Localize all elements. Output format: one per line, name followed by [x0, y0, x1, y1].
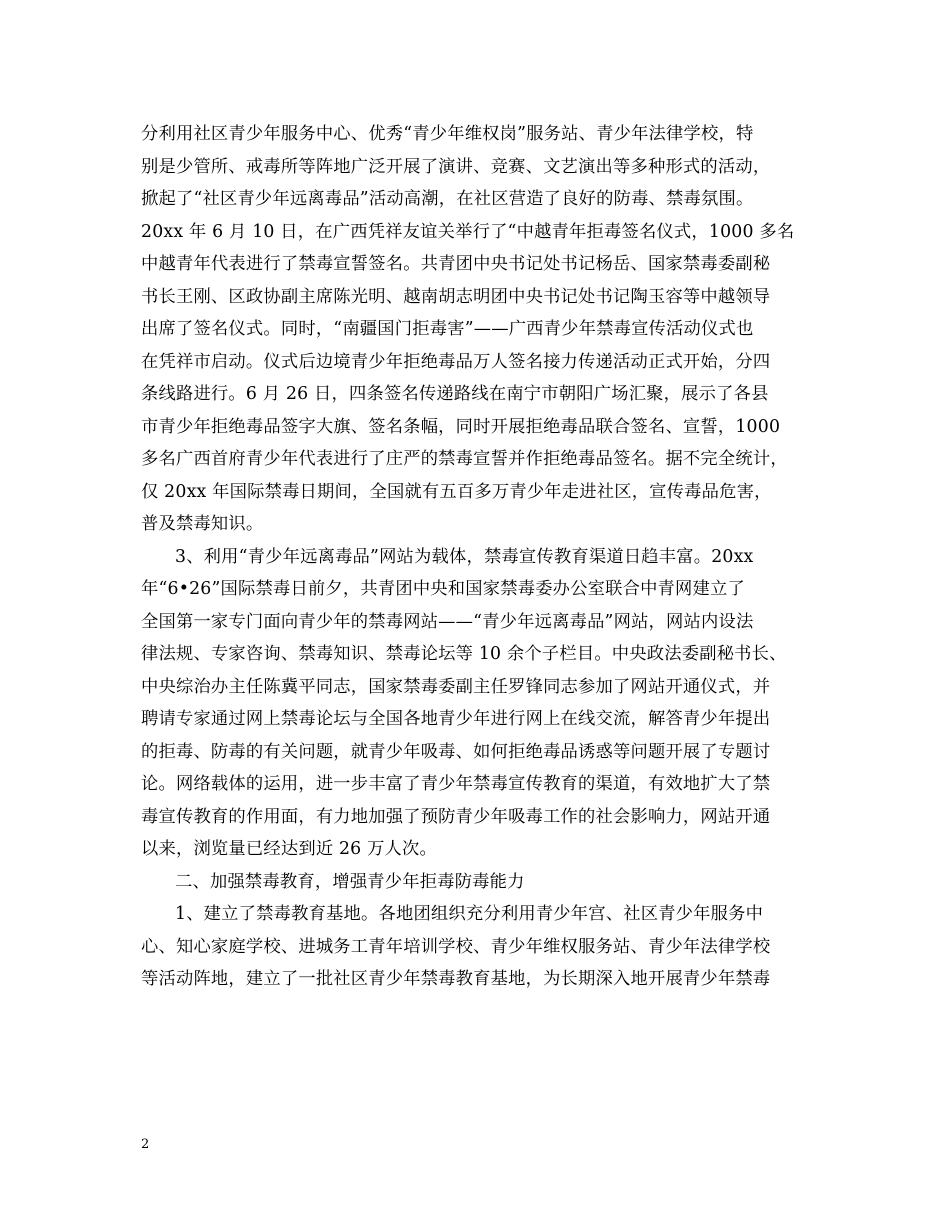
- text-line: 论。网络载体的运用，进一步丰富了青少年禁毒宣传教育的渠道，有效地扩大了禁: [141, 774, 771, 794]
- text-line: 的拒毒、防毒的有关问题，就青少年吸毒、如何拒绝毒品诱惑等问题开展了专题讨: [141, 741, 771, 762]
- text-line: 普及禁毒知识。: [141, 514, 264, 534]
- page-number: 2: [141, 1137, 150, 1152]
- text-line: 别是少管所、戒毒所等阵地广泛开展了演讲、竞赛、文艺演出等多种形式的活动，: [141, 156, 771, 177]
- text-line: 20xx 年 6 月 10 日，在广西凭祥友谊关举行了“中越青年拒毒签名仪式，1000 多名: [141, 221, 795, 242]
- text-line: 心、知心家庭学校、进城务工青年培训学校、青少年维权服务站、青少年法律学校: [141, 936, 771, 957]
- text-line: 掀起了“社区青少年远离毒品”活动高潮，在社区营造了良好的防毒、禁毒氛围。: [141, 189, 754, 209]
- text-line: 书长王刚、区政协副主席陈光明、越南胡志明团中央书记处书记陶玉容等中越领导: [141, 286, 771, 307]
- text-line: 全国第一家专门面向青少年的禁毒网站——“青少年远离毒品”网站，网站内设法: [141, 611, 754, 632]
- text-line: 多名广西首府青少年代表进行了庄严的禁毒宣誓并作拒绝毒品签名。据不完全统计，: [141, 449, 788, 469]
- text-line: 条线路进行。6 月 26 日，四条签名传递路线在南宁市朝阳广场汇聚，展示了各县: [141, 384, 769, 404]
- text-line: 1、建立了禁毒教育基地。各地团组织充分利用青少年宫、社区青少年服务中: [175, 904, 764, 924]
- text-line: 中越青年代表进行了禁毒宣誓签名。共青团中央书记处书记杨岳、国家禁毒委副秘: [141, 254, 771, 274]
- text-line: 年“6•26”国际禁毒日前夕，共青团中央和国家禁毒委办公室联合中青网建立了: [141, 579, 745, 599]
- text-line: 聘请专家通过网上禁毒论坛与全国各地青少年进行网上在线交流，解答青少年提出: [141, 709, 771, 729]
- text-line: 分利用社区青少年服务中心、优秀“青少年维权岗”服务站、青少年法律学校，特: [141, 124, 754, 144]
- text-line: 律法规、专家咨询、禁毒知识、禁毒论坛等 10 余个子栏目。中央政法委副秘书长、: [141, 644, 787, 664]
- text-line: 仅 20xx 年国际禁毒日期间，全国就有五百多万青少年走进社区，宣传毒品危害，: [141, 481, 772, 502]
- text-line: 出席了签名仪式。同时，“南疆国门拒毒害”——广西青少年禁毒宣传活动仪式也: [141, 319, 754, 339]
- text-line: 中央综治办主任陈冀平同志，国家禁毒委副主任罗锋同志参加了网站开通仪式，并: [141, 676, 771, 697]
- document-body: [141, 118, 831, 996]
- text-line: 市青少年拒绝毒品签字大旗、签名条幅，同时开展拒绝毒品联合签名、宣誓，1000: [141, 416, 781, 437]
- text-line: 等活动阵地，建立了一批社区青少年禁毒教育基地，为长期深入地开展青少年禁毒: [141, 969, 771, 989]
- text-line: 3、利用“青少年远离毒品”网站为载体，禁毒宣传教育渠道日趋丰富。20xx: [175, 546, 754, 567]
- text-line: 毒宣传教育的作用面，有力地加强了预防青少年吸毒工作的社会影响力，网站开通: [141, 806, 771, 827]
- text-line: 以来，浏览量已经达到近 26 万人次。: [141, 839, 437, 859]
- text-line: 在凭祥市启动。仪式后边境青少年拒绝毒品万人签名接力传递活动正式开始，分四: [141, 351, 771, 372]
- text-line: 二、加强禁毒教育，增强青少年拒毒防毒能力: [175, 871, 525, 892]
